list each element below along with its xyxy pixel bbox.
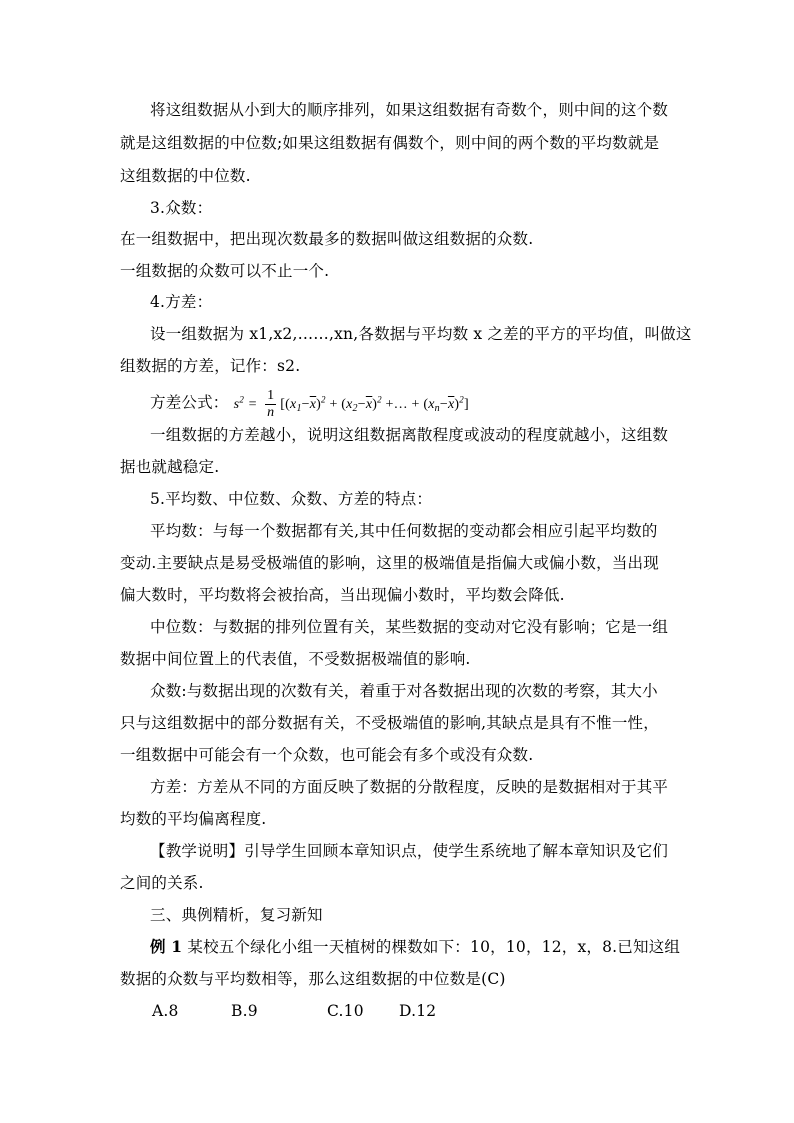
paragraph-median-line2: 就是这组数据的中位数;如果这组数据有偶数个，则中间的两个数的平均数就是 (120, 134, 660, 152)
heading-characteristics: 5.平均数、中位数、众数、方差的特点： (150, 490, 433, 508)
paragraph-variance-feature-line1: 方差：方差从不同的方面反映了数据的分散程度，反映的是数据相对于其平 (150, 778, 669, 796)
paragraph-mode-note: 一组数据的众数可以不止一个. (120, 262, 330, 280)
option-b: B.9 (231, 1002, 258, 1020)
paragraph-mean-line1: 平均数：与每一个数据都有关,其中任何数据的变动都会相应引起平均数的 (150, 522, 658, 540)
example-1-text: 某校五个绿化小组一天植树的棵数如下：10，10，12，x，8.已知这组 (182, 938, 681, 956)
paragraph-variance-stability-line2: 据也就越稳定. (120, 458, 220, 476)
paragraph-mode-feature-line3: 一组数据中可能会有一个众数，也可能会有多个或没有众数. (120, 746, 534, 764)
formula-label: 方差公式： (150, 393, 229, 412)
example-1-label: 例 1 (150, 937, 183, 956)
option-a: A.8 (152, 1002, 179, 1020)
teaching-note-line1: 【教学说明】引导学生回顾本章知识点，使学生系统地了解本章知识及它们 (150, 842, 669, 860)
paragraph-mode-def: 在一组数据中，把出现次数最多的数据叫做这组数据的众数. (120, 230, 534, 248)
paragraph-mean-line3: 偏大数时，平均数将会被抬高，当出现偏小数时，平均数会降低. (120, 586, 565, 604)
paragraph-median-line1: 将这组数据从小到大的顺序排列，如果这组数据有奇数个，则中间的这个数 (150, 101, 669, 119)
paragraph-mode-feature-line2: 只与这组数据中的部分数据有关，不受极端值的影响,其缺点是具有不惟一性， (120, 714, 659, 732)
heading-variance: 4.方差： (150, 293, 213, 311)
paragraph-median-feature-line2: 数据中间位置上的代表值，不受数据极端值的影响. (120, 650, 471, 668)
example-1-line1 (150, 937, 680, 957)
paragraph-median-feature-line1: 中位数：与数据的排列位置有关，某些数据的变动对它没有影响；它是一组 (150, 618, 669, 636)
paragraph-variance-stability-line1: 一组数据的方差越小，说明这组数据离散程度或波动的程度就越小，这组数 (150, 426, 669, 444)
paragraph-variance-line1: 设一组数据为 x1,x2,……,xn,各数据与平均数 x 之差的平方的平均值，叫做这 (150, 325, 692, 343)
paragraph-median-line3: 这组数据的中位数. (120, 167, 251, 185)
paragraph-mode-feature-line1: 众数:与数据出现的次数有关，着重于对各数据出现的次数的考察，其大小 (150, 682, 658, 700)
heading-mode: 3.众数： (150, 199, 213, 217)
paragraph-variance-line2: 组数据的方差，记作：s2. (120, 357, 301, 375)
variance-formula: $s^2$ = $\frac{1}{n}$ [$(x_1-\overline{x})^2 + (x_2-\overline{x})^2$ +… + $(x_n-\overline{x})^2$] (233, 387, 469, 420)
paragraph-variance-feature-line2: 均数的平均偏离程度. (120, 810, 267, 828)
paragraph-mean-line2: 变动.主要缺点是易受极端值的影响，这里的极端值是指偏大或偏小数，当出现 (120, 554, 659, 572)
teaching-note-line2: 之间的关系. (120, 874, 204, 892)
section-heading-examples: 三、典例精析，复习新知 (150, 906, 323, 924)
variance-formula-line (150, 381, 469, 420)
option-c: C.10 (327, 1002, 364, 1020)
option-d: D.12 (399, 1002, 437, 1020)
example-1-line2: 数据的众数与平均数相等，那么这组数据的中位数是(C) (120, 970, 506, 988)
